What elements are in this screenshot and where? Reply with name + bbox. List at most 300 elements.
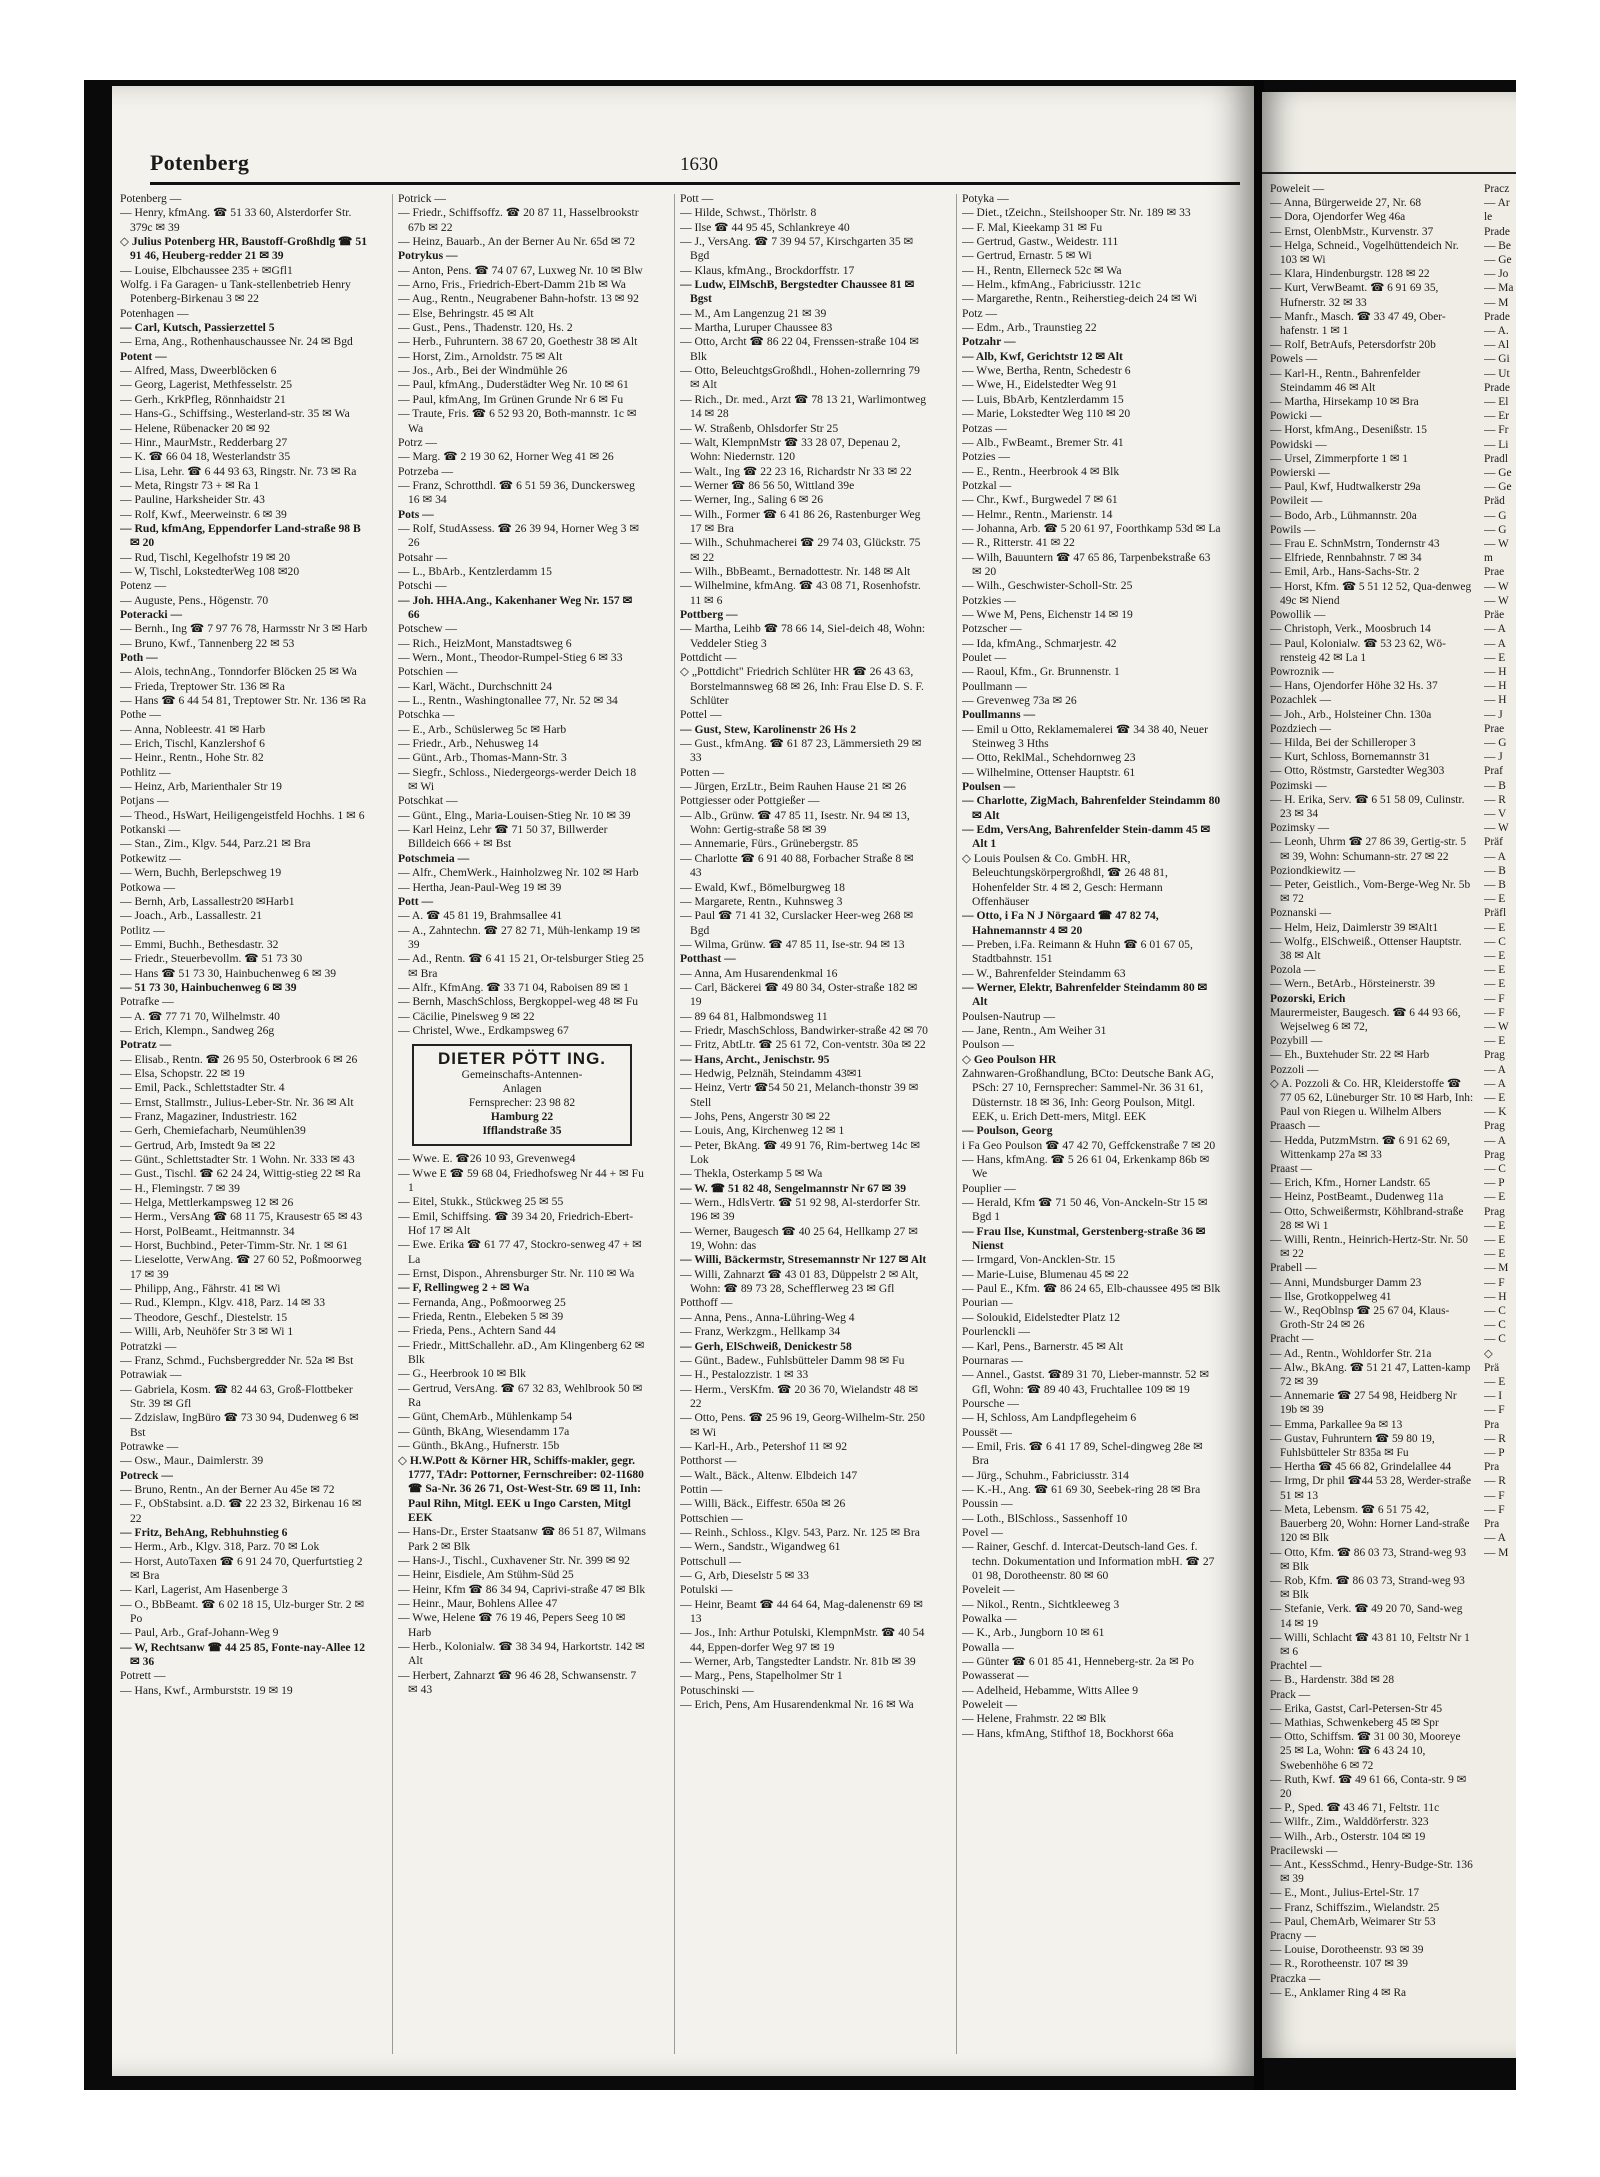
directory-entry: — Friedr., Arb., Nehusweg 14 — [398, 737, 539, 751]
directory-entry: ◇ H.W.Pott & Körner HR, Schiffs-makler, gegr. 1777, TAdr: Pottorner, Fernschreiber: 02-11680 ☎ Sa-Nr. 36 26 71, Ost-West-Str. 69 ✉ 11, Inh: Paul Rihn, Mitgl. EEK u Ingo Carsten, Mitgl EEK — [398, 1453, 644, 1524]
directory-entry: Zahnwaren-Großhandlung, BCto: Deutsche Bank AG, PSch: 27 10, Fernsprecher: Sammel-Nr. 36 31 61, Düsternstr. 18 ✉ 36, Inh: Georg Poulson, Mitgl. EEK, u. Erich Dett-mers, Mitgl. EEK — [962, 1066, 1214, 1123]
directory-entry: — Willi, Schlacht ☎ 43 81 10, Feltstr Nr 1 ✉ 6 — [1270, 1631, 1470, 1658]
directory-entry: — Werner, Elektr, Bahrenfelder Steindamm 80 ✉ Alt — [962, 980, 1208, 1009]
directory-entry: — Marie-Luise, Blumenau 45 ✉ 22 — [962, 1267, 1129, 1281]
directory-entry: Wolfg. i Fa Garagen- u Tank-stellenbetrieb Henry Potenberg-Birkenau 3 ✉ 22 — [120, 278, 351, 306]
directory-entry: — Thekla, Osterkamp 5 ✉ Wa — [680, 1167, 823, 1181]
directory-entry: — Kurt, Schloss, Bornemannstr 31 — [1270, 751, 1431, 764]
directory-entry: — Gerh., KrkPfleg, Rönnhaidstr 21 — [120, 392, 286, 406]
directory-entry: — Carl, Bäckerei ☎ 49 80 34, Oster-straße 182 ✉ 19 — [680, 980, 918, 1009]
directory-entry: Praf — [1484, 765, 1503, 778]
directory-entry: — Friedr, MaschSchloss, Bandwirker-straße 42 ✉ 70 — [680, 1023, 928, 1037]
directory-entry: — K — [1484, 1106, 1507, 1119]
directory-entry: — Gertrud, Ernastr. 5 ✉ Wi — [962, 249, 1092, 263]
directory-entry: — Alfr., KfmAng. ☎ 33 71 04, Raboisen 89 ✉ 1 — [398, 980, 629, 994]
directory-entry: — Gust., Tischl. ☎ 62 24 24, Wittig-stieg 22 ✉ Ra — [120, 1167, 361, 1181]
directory-entry: Pottgiesser oder Pottgießer — — [680, 794, 820, 808]
directory-entry: — Hedda, PutzmMstrn. ☎ 6 91 62 69, Wittenkamp 27a ✉ 33 — [1270, 1134, 1450, 1161]
directory-entry: — Gust, Stew, Karolinenstr 26 Hs 2 — [680, 722, 857, 736]
directory-entry: — Pauline, Harksheider Str. 43 — [120, 493, 265, 507]
directory-entry: — Wern., Mont., Theodor-Rumpel-Stieg 6 ✉ 33 — [398, 651, 623, 664]
directory-entry: m — [1484, 552, 1493, 565]
directory-entry: — Ma — [1484, 282, 1514, 295]
directory-entry: — H — [1484, 694, 1507, 707]
directory-entry: — Wwe, H., Eidelstedter Weg 91 — [962, 378, 1118, 392]
directory-entry: — Wilma, Grünw. ☎ 47 85 11, Ise-str. 94 ✉ 13 — [680, 937, 905, 951]
directory-entry: Powasserat — — [962, 1669, 1029, 1683]
directory-entry: Poullmann — — [962, 679, 1027, 693]
directory-entry: — Willi, Rentn., Heinrich-Hertz-Str. Nr. 50 ✉ 22 — [1270, 1234, 1468, 1261]
directory-entry: Potrick — — [398, 192, 446, 205]
directory-entry: Potzas — — [962, 421, 1007, 435]
directory-entry: — W — [1484, 822, 1509, 835]
directory-entry: Potschew — — [398, 622, 457, 636]
directory-entry: — E — [1484, 893, 1506, 906]
directory-entry: Poullmanns — — [962, 708, 1036, 722]
directory-entry: — Gertrud, Arb, Imstedt 9a ✉ 22 — [120, 1138, 276, 1152]
directory-entry: — Franz, Werkzgm., Hellkamp 34 — [680, 1325, 841, 1339]
directory-entry: — Frieda, Treptower Str. 136 ✉ Ra — [120, 679, 285, 693]
directory-entry: — Erich, Tischl, Kanzlershof 6 — [120, 737, 265, 751]
directory-entry: — Herm., VersKfm. ☎ 20 36 70, Wielandstr 48 ✉ 22 — [680, 1382, 919, 1410]
directory-entry: — Al — [1484, 339, 1509, 352]
directory-entry: — W, Tischl, LokstedterWeg 108 ✉20 — [120, 564, 300, 578]
directory-entry: — Franz, Schrotthdl. ☎ 6 51 59 36, Dunckersweg 16 ✉ 34 — [398, 478, 635, 507]
directory-entry: — Ge — [1484, 481, 1512, 494]
directory-entry: — Heinz, Vertr ☎54 50 21, Melanch-thonstr 39 ✉ Stell — [680, 1081, 919, 1109]
directory-entry: — Walt., Bäck., Altenw. Elbdeich 147 — [680, 1468, 858, 1482]
directory-entry: — G, Arb, Dieselstr 5 ✉ 33 — [680, 1569, 809, 1582]
directory-entry: — Frieda, Pens., Achtern Sand 44 — [398, 1324, 556, 1338]
directory-entry: — Gerh, Chemiefacharb, Neumühlen39 — [120, 1124, 306, 1138]
directory-entry: — Rich., HeizMont, Manstadtsweg 6 — [398, 636, 572, 650]
directory-entry: Praasch — — [1270, 1120, 1320, 1133]
directory-entry: — Herb., Kolonialw. ☎ 38 34 94, Harkortstr. 142 ✉ Alt — [398, 1639, 645, 1668]
directory-entry: — Hans-Dr., Erster Staatsanw ☎ 86 51 87, Wilmans Park 2 ✉ Blk — [398, 1525, 646, 1553]
directory-entry: — A — [1484, 1134, 1506, 1147]
directory-entry: — Heinr., Maur, Bohlens Allee 47 — [398, 1596, 558, 1610]
directory-entry: — Elsa, Schopstr. 22 ✉ 19 — [120, 1066, 245, 1080]
directory-entry: — Heinz, Bauarb., An der Berner Au Nr. 65d ✉ 72 — [398, 235, 636, 249]
directory-entry: — Siegfr., Schloss., Niedergeorgs-werder Deich 18 ✉ Wi — [398, 765, 637, 794]
directory-entry: — Christel, Wwe., Erdkampsweg 67 — [398, 1023, 569, 1037]
directory-entry: — Erich, Kfm., Horner Landstr. 65 — [1270, 1177, 1431, 1190]
directory-entry: — W, Rechtsanw ☎ 44 25 85, Fonte-nay-Allee 12 ✉ 36 — [120, 1640, 366, 1669]
directory-entry: — Horst, Buchbind., Peter-Timm-Str. Nr. 1 ✉ 61 — [120, 1239, 349, 1253]
directory-entry: — Charlotte ☎ 6 91 40 88, Forbacher Straße 8 ✉ 43 — [680, 851, 914, 880]
page-number: 1630 — [680, 154, 718, 175]
directory-column-4 — [962, 192, 1222, 2072]
column-divider — [956, 194, 957, 2054]
directory-entry: — G., Heerbrook 10 ✉ Blk — [398, 1367, 526, 1381]
directory-entry: — Er — [1484, 410, 1509, 423]
directory-entry: — Alb., FwBeamt., Bremer Str. 41 — [962, 435, 1124, 449]
directory-entry: Pourlenckli — — [962, 1325, 1030, 1339]
directory-entry: — Franz, Magaziner, Industriestr. 162 — [120, 1110, 297, 1123]
directory-entry: — Osw., Maur., Daimlerstr. 39 — [120, 1454, 264, 1468]
directory-entry: — Georg, Lagerist, Methfesselstr. 25 — [120, 378, 293, 392]
directory-entry: Pracht — — [1270, 1333, 1314, 1346]
directory-entry: — Gabriela, Kosm. ☎ 82 44 63, Groß-Flottbeker Str. 39 ✉ Gfl — [120, 1382, 353, 1410]
directory-entry: — W., ReqOblnsp ☎ 25 67 04, Klaus-Groth-Str 24 ✉ 26 — [1270, 1305, 1450, 1332]
directory-entry: — Otto, Pens. ☎ 25 96 19, Georg-Wilhelm-Str. 250 ✉ Wi — [680, 1411, 925, 1439]
directory-entry: — C — [1484, 935, 1506, 948]
directory-entry: Potschien — — [398, 665, 458, 679]
directory-entry: Potratz — — [120, 1038, 172, 1052]
directory-entry: Powollik — — [1270, 609, 1326, 622]
directory-entry: Prae — [1484, 722, 1505, 735]
directory-entry: — Raoul, Kfm., Gr. Brunnenstr. 1 — [962, 665, 1120, 679]
ad-line: Gemeinschafts-Antennen- — [461, 1069, 583, 1082]
directory-entry: Potyka — — [962, 192, 1009, 205]
directory-entry: Poveleit — — [962, 1583, 1015, 1597]
directory-entry: — Ad., Rentn. ☎ 6 41 15 21, Or-telsburger Stieg 25 ✉ Bra — [398, 952, 644, 980]
directory-entry: — Li — [1484, 438, 1509, 451]
directory-entry: — H — [1484, 1290, 1507, 1303]
directory-entry: — Jos., Inh: Arthur Potulski, KlempnMstr. ☎ 40 54 44, Eppen-dorfer Weg 97 ✉ 19 — [680, 1626, 925, 1654]
directory-entry: — Wern., HdlsVertr. ☎ 51 92 98, Al-sterdorfer Str. 196 ✉ 39 — [680, 1196, 921, 1224]
directory-entry: — Margarete, Rentn., Kuhnsweg 3 — [680, 894, 843, 908]
directory-entry: — Luis, BbArb, Kentzlerdamm 15 — [962, 392, 1124, 406]
directory-entry: — Gerh, ElSchweiß, Denickestr 58 — [680, 1339, 852, 1353]
directory-entry: — Marie, Lokstedter Weg 110 ✉ 20 — [962, 407, 1131, 421]
directory-entry: Pottin — — [680, 1482, 723, 1496]
directory-entry: Pott — — [398, 894, 434, 908]
directory-entry: — Helm, Heiz, Daimlerstr 39 ✉Alt1 — [1270, 921, 1439, 934]
directory-entry: — Bernh., Ing ☎ 7 97 76 78, Harmsstr Nr 3 ✉ Harb — [120, 622, 368, 636]
directory-entry: Poteracki — — [120, 607, 183, 621]
directory-entry: — Wern., Sandstr., Wigandweg 61 — [680, 1540, 841, 1554]
directory-entry: — M — [1484, 1262, 1509, 1275]
directory-entry: Pra — [1484, 1518, 1500, 1531]
directory-entry: — Annemarie ☎ 27 54 98, Heidberg Nr 19b ✉ 39 — [1270, 1390, 1457, 1417]
page-header-rule — [1262, 172, 1516, 174]
directory-entry: Potzkies — — [962, 593, 1016, 607]
directory-entry: — Willi, Bäckermstr, Stresemannstr Nr 127 ✉ Alt — [680, 1253, 927, 1267]
directory-entry: — W — [1484, 538, 1509, 551]
directory-entry: — Ewe. Erika ☎ 61 77 47, Stockro-senweg 47 + ✉ La — [398, 1238, 642, 1266]
directory-entry: Prä — [1484, 1361, 1500, 1374]
directory-entry: — Wwe M, Pens, Eichenstr 14 ✉ 19 — [962, 607, 1133, 621]
directory-entry: — Alb., Grünw. ☎ 47 85 11, Isestr. Nr. 94 ✉ 13, Wohn: Gertig-straße 58 ✉ 39 — [680, 808, 910, 837]
directory-entry: — Friedr., MittSchallehr. aD., Am Klingenberg 62 ✉ Blk — [398, 1338, 645, 1367]
directory-entry: — K.-H., Ang. ☎ 61 69 30, Seebek-ring 28 ✉ Bra — [962, 1482, 1201, 1496]
directory-entry: — Christoph, Verk., Moosbruch 14 — [1270, 623, 1431, 636]
directory-entry: Potreck — — [120, 1468, 173, 1482]
directory-entry: — F — [1484, 992, 1505, 1005]
directory-entry: — Annemarie, Fürs., Grünebergstr. 85 — [680, 837, 859, 851]
directory-entry: Potlitz — — [120, 923, 165, 937]
directory-entry: Potzscher — — [962, 622, 1022, 636]
directory-entry: — Karl-H., Arb., Petershof 11 ✉ 92 — [680, 1439, 848, 1453]
directory-entry: ◇ — [1484, 1347, 1493, 1360]
directory-entry: Powileit — — [1270, 495, 1323, 508]
directory-entry: — Zdzislaw, IngBüro ☎ 73 30 94, Dudenweg 6 ✉ Bst — [120, 1411, 359, 1439]
directory-entry: — Helm., kfmAng., Fabriciusstr. 121c — [962, 278, 1141, 292]
directory-entry: — 89 64 81, Halbmondsweg 11 — [680, 1009, 828, 1023]
directory-entry: Powroznik — — [1270, 665, 1334, 678]
directory-entry: Poweleit — — [962, 1698, 1018, 1712]
directory-entry: — Johs, Pens, Angerstr 30 ✉ 22 — [680, 1110, 831, 1123]
directory-entry: — Ar — [1484, 197, 1510, 210]
column-divider — [392, 194, 393, 2054]
directory-entry: — Willi, Zahnarzt ☎ 43 01 83, Düppelstr 2 ✉ Alt, Wohn: ☎ 89 73 28, Schefflerweg 23 ✉ Gfl — [680, 1267, 919, 1296]
directory-entry: Potzkal — — [962, 478, 1012, 492]
directory-entry: — Hilde, Schwst., Thörlstr. 8 — [680, 206, 817, 220]
directory-entry: — A — [1484, 1077, 1506, 1090]
directory-entry: — Helene, Rübenacker 20 ✉ 92 — [120, 421, 271, 435]
directory-entry: — Marg., Pens, Stapelholmer Str 1 — [680, 1669, 843, 1683]
directory-entry: — Anna, Am Husarendenkmal 16 — [680, 966, 838, 980]
directory-entry: Pott — — [680, 192, 714, 205]
directory-entry: Potrawiak — — [120, 1368, 182, 1382]
directory-entry: — Eitel, Stukk., Stückweg 25 ✉ 55 — [398, 1195, 564, 1209]
directory-entry: — F — [1484, 1503, 1505, 1516]
directory-entry: Prabell — — [1270, 1262, 1317, 1275]
directory-entry: Potschka — — [398, 708, 455, 722]
directory-entry: — Werner, Baugesch ☎ 40 25 64, Hellkamp 27 ✉ 19, Wohn: das — [680, 1224, 918, 1253]
directory-entry: — Friedr., Steuerbevollm. ☎ 51 73 30 — [120, 952, 303, 966]
directory-entry: — Alb, Kwf, Gerichtstr 12 ✉ Alt — [962, 349, 1123, 363]
directory-entry: — Rich., Dr. med., Arzt ☎ 78 13 21, Warlimontweg 14 ✉ 28 — [680, 392, 927, 421]
directory-entry: — B — [1484, 878, 1506, 891]
directory-entry: — Emil, Arb., Hans-Sachs-Str. 2 — [1270, 566, 1420, 579]
directory-entry: — G — [1484, 523, 1507, 536]
directory-entry: Pracilewski — — [1270, 1844, 1338, 1857]
directory-entry: Maurermeister, Baugesch. ☎ 6 44 93 66, Wejselweg 6 ✉ 72, — [1270, 1006, 1461, 1033]
directory-entry: Powierski — — [1270, 467, 1330, 480]
directory-entry: Prade — [1484, 225, 1510, 238]
directory-entry: — Otto, Röstmstr, Garstedter Weg303 — [1270, 765, 1445, 778]
directory-column-3 — [680, 192, 928, 2072]
directory-entry: — Irmgard, Von-Ancklen-Str. 15 — [962, 1253, 1116, 1267]
directory-entry: — Jürg., Schuhm., Fabriciusstr. 314 — [962, 1468, 1129, 1482]
directory-entry: le — [1484, 211, 1493, 224]
directory-entry: — E — [1484, 949, 1506, 962]
directory-entry: — Heinr., Rentn., Hohe Str. 82 — [120, 751, 264, 765]
directory-entry: — Paul, Kolonialw. ☎ 53 23 62, Wö-rensteig 42 ✉ La 1 — [1270, 637, 1446, 664]
directory-entry: Potrzeba — — [398, 464, 454, 478]
directory-entry: — Werner ☎ 86 56 50, Wittland 39e — [680, 478, 855, 492]
directory-entry: — Ge — [1484, 254, 1512, 267]
directory-entry: Poussët — — [962, 1425, 1012, 1439]
directory-entry: — Anni, Mundsburger Damm 23 — [1270, 1276, 1422, 1289]
directory-entry: Potrawke — — [120, 1439, 179, 1453]
directory-entry: — G — [1484, 736, 1507, 749]
directory-entry: — Rud, Tischl, Kegelhofstr 19 ✉ 20 — [120, 550, 291, 564]
directory-entry: Powalla — — [962, 1640, 1014, 1654]
directory-entry: — Margarethe, Rentn., Reiherstieg-deich 24 ✉ Wi — [962, 292, 1198, 306]
directory-entry: — F., ObStabsint. a.D. ☎ 22 23 32, Birkenau 16 ✉ 22 — [120, 1497, 362, 1525]
directory-entry: — Cäcilie, Pinelsweg 9 ✉ 22 — [398, 1009, 535, 1023]
directory-entry: — Ludw, ElMschB, Bergstedter Chaussee 81 ✉ Bgst — [680, 278, 915, 306]
directory-entry: — Horst, Zim., Arnoldstr. 75 ✉ Alt — [398, 349, 563, 363]
directory-entry: Pozybill — — [1270, 1035, 1323, 1048]
directory-entry: — Herbert, Zahnarzt ☎ 96 46 28, Schwansenstr. 7 ✉ 43 — [398, 1668, 637, 1696]
directory-entry: — Alfred, Mass, Dweerblöcken 6 — [120, 364, 277, 378]
directory-entry: — Alfr., ChemWerk., Hainholzweg Nr. 102 ✉ Harb — [398, 866, 639, 880]
directory-entry: — Hans, kfmAng, Stifthof 18, Bockhorst 66a — [962, 1726, 1174, 1740]
directory-entry: Prae — [1484, 566, 1505, 579]
directory-entry: — Gertrud, VersAng. ☎ 67 32 83, Wehlbrook 50 ✉ Ra — [398, 1381, 643, 1410]
directory-entry: — Franz, Schiffszim., Wielandstr. 25 — [1270, 1901, 1440, 1914]
directory-entry: — Gi — [1484, 353, 1510, 366]
directory-entry: Potuschinski — — [680, 1683, 754, 1697]
directory-entry: — Heinr, Eisdiele, Am Stühm-Süd 25 — [398, 1568, 574, 1582]
directory-entry: — Ernst, Stallmstr., Julius-Leber-Str. Nr. 36 ✉ Alt — [120, 1095, 354, 1109]
directory-entry: — Loth., BlSchloss., Sassenhoff 10 — [962, 1511, 1128, 1525]
directory-entry: Pottberg — — [680, 607, 738, 621]
directory-entry: — Frieda, Rentn., Elebeken 5 ✉ 39 — [398, 1310, 564, 1324]
directory-entry: — Wilhelmine, Ottenser Hauptstr. 61 — [962, 765, 1136, 779]
directory-entry: — E — [1484, 1092, 1506, 1104]
directory-entry: — Wwe E ☎ 59 68 04, Friedhofsweg Nr 44 + ✉ Fu 1 — [398, 1166, 644, 1194]
directory-entry: — O., BbBeamt. ☎ 6 02 18 15, Ulz-burger Str. 2 ✉ Po — [120, 1597, 365, 1626]
directory-entry: — Helene, Frahmstr. 22 ✉ Blk — [962, 1712, 1106, 1726]
directory-entry: — Bruno, Kwf., Tannenberg 22 ✉ 53 — [120, 636, 295, 650]
directory-entry: — Rolf, Kwf., Meerweinstr. 6 ✉ 39 — [120, 507, 287, 521]
directory-entry: Pothe — — [120, 708, 161, 722]
ad-line: Anlagen — [502, 1083, 542, 1096]
directory-entry: — Emil, Schiffsing. ☎ 39 34 20, Friedrich-Ebert-Hof 17 ✉ Alt — [398, 1209, 634, 1237]
directory-page-left — [112, 86, 1254, 2076]
directory-entry: — Rob, Kfm. ☎ 86 03 73, Strand-weg 93 ✉ Blk — [1270, 1574, 1465, 1602]
directory-entry: Poznanski — — [1270, 907, 1332, 920]
directory-entry: — Paul ☎ 71 41 32, Curslacker Heer-weg 268 ✉ Bgd — [680, 909, 914, 937]
ad-phone: Fernsprecher: 23 98 82 — [468, 1097, 576, 1110]
directory-entry: Potthast — — [680, 952, 736, 966]
directory-entry: — Paul, Kwf, Hudtwalkerstr 29a — [1270, 481, 1421, 494]
directory-entry: — F. Mal, Kieekamp 31 ✉ Fu — [962, 220, 1103, 234]
directory-entry: — E — [1484, 1219, 1506, 1232]
directory-entry: — Annel., Gastst. ☎89 31 70, Lieber-mannstr. 52 ✉ Gfl, Wohn: ☎ 89 40 43, Fruchtallee 109 ✉ 19 — [962, 1368, 1210, 1396]
directory-entry: — Elisab., Rentn. ☎ 26 95 50, Osterbrook 6 ✉ 26 — [120, 1052, 358, 1066]
directory-entry: — Rolf, StudAssess. ☎ 26 39 94, Horner Weg 3 ✉ 26 — [398, 521, 640, 550]
directory-entry: — H — [1484, 680, 1507, 693]
directory-entry: — Ilse ☎ 44 95 45, Schlankreye 40 — [680, 220, 850, 234]
directory-entry: — Anna, Bürgerweide 27, Nr. 68 — [1270, 197, 1422, 210]
directory-entry: — H. Erika, Serv. ☎ 6 51 58 09, Culinstr. 23 ✉ 34 — [1270, 793, 1465, 820]
directory-entry: — Anna, Nobleestr. 41 ✉ Harb — [120, 722, 266, 736]
directory-entry: — A — [1484, 623, 1506, 636]
directory-entry: — Meta, Lebensm. ☎ 6 51 75 42, Bauerberg 20, Wohn: Horner Land-straße 120 ✉ Blk — [1270, 1503, 1470, 1545]
directory-entry: — Edm, VersAng, Bahrenfelder Stein-damm 45 ✉ Alt 1 — [962, 823, 1211, 851]
directory-entry: — Willi, Arb, Neuhöfer Str 3 ✉ Wi 1 — [120, 1325, 294, 1339]
directory-entry: — 51 73 30, Hainbuchenweg 6 ✉ 39 — [120, 980, 297, 994]
directory-entry: — Günt., Badew., Fuhlsbütteler Damm 98 ✉ Fu — [680, 1353, 905, 1367]
directory-entry: ◇ Geo Poulson HR — [962, 1052, 1057, 1066]
directory-entry: — Otto, Kfm. ☎ 86 03 73, Strand-weg 93 ✉ Blk — [1270, 1546, 1467, 1573]
directory-entry: — E — [1484, 1234, 1506, 1247]
directory-entry: — Horst, AutoTaxen ☎ 6 91 24 70, Querfurtstieg 2 ✉ Bra — [120, 1554, 363, 1582]
directory-entry: Pouplier — — [962, 1181, 1016, 1195]
directory-entry: Prade — [1484, 381, 1510, 394]
directory-entry: — R — [1484, 1432, 1506, 1445]
directory-entry: — Wilh., Schuhmacherei ☎ 29 74 03, Glückstr. 75 ✉ 22 — [680, 536, 921, 564]
directory-entry: — Wilhelmine, kfmAng. ☎ 43 08 71, Rosenhofstr. 11 ✉ 6 — [680, 579, 921, 607]
directory-entry: Potten — — [680, 765, 725, 779]
directory-entry: — Mathias, Schwenkeberg 45 ✉ Spr — [1270, 1716, 1439, 1729]
directory-entry: Pozorski, Erich — [1270, 992, 1346, 1005]
directory-entry: — A. — [1484, 325, 1509, 338]
directory-entry: — Günt., Arb., Thomas-Mann-Str. 3 — [398, 751, 567, 765]
directory-entry: — Helmr., Rentn., Marienstr. 14 — [962, 507, 1113, 521]
directory-entry: — K. ☎ 66 04 18, Westerlandstr 35 — [120, 450, 291, 464]
directory-entry: — Frau Ilse, Kunstmal, Gerstenberg-straße 36 ✉ Nienst — [962, 1224, 1206, 1253]
directory-entry: — Wilh., BbBeamt., Bernadottestr. Nr. 148 ✉ Alt — [680, 564, 911, 578]
directory-entry: Pozimski — — [1270, 779, 1327, 792]
directory-entry: — Karl, Pens., Barnerstr. 45 ✉ Alt — [962, 1339, 1124, 1353]
directory-entry: — Horst, kfmAng., Desenißstr. 15 — [1270, 424, 1427, 437]
directory-entry: — Soloukid, Eidelstedter Platz 12 — [962, 1310, 1121, 1324]
directory-entry: — Günth, BkAng, Wiesendamm 17a — [398, 1424, 570, 1438]
directory-entry: — Otto, ReklMal., Schehdornweg 23 — [962, 751, 1136, 765]
directory-entry: Poussin — — [962, 1497, 1013, 1511]
directory-entry: — E — [1484, 964, 1506, 977]
directory-entry: — Ut — [1484, 367, 1510, 380]
directory-entry: — Hans, Archt., Jenischstr. 95 — [680, 1052, 830, 1066]
directory-entry: — Herm., Arb., Klgv. 318, Parz. 70 ✉ Lok — [120, 1540, 320, 1554]
directory-entry: — Gertrud, Gastw., Weidestr. 111 — [962, 235, 1119, 249]
directory-entry: Präe — [1484, 609, 1505, 622]
directory-entry: Powalka — — [962, 1612, 1017, 1626]
directory-entry: — Karl, Lagerist, Am Hasenberge 3 — [120, 1583, 288, 1597]
directory-entry: — H., Rentn, Ellerneck 52c ✉ Wa — [962, 263, 1122, 277]
directory-entry: — P., Sped. ☎ 43 46 71, Feltstr. 11c — [1270, 1802, 1440, 1815]
directory-entry: — Willi, Bäck., Eiffestr. 650a ✉ 26 — [680, 1497, 846, 1511]
directory-entry: — F, Rellingweg 2 + ✉ Wa — [398, 1281, 530, 1295]
directory-entry: — Heinr, Beamt ☎ 44 64 64, Mag-dalenenstr 69 ✉ 13 — [680, 1597, 923, 1626]
directory-entry: — Hans, Ojendorfer Höhe 32 Hs. 37 — [1270, 680, 1438, 693]
directory-entry: Prade — [1484, 310, 1510, 323]
directory-entry: Potenberg — — [120, 192, 182, 205]
directory-entry: — El — [1484, 396, 1509, 409]
directory-entry: Pottel — — [680, 708, 722, 722]
directory-entry: — Karl-H., Rentn., Bahrenfelder Steindamm 46 ✉ Alt — [1270, 367, 1421, 394]
directory-entry: — P — [1484, 1447, 1505, 1460]
directory-entry: Pozachlek — — [1270, 694, 1332, 707]
directory-entry: — R., Ritterstr. 41 ✉ 22 — [962, 536, 1075, 550]
directory-entry: Pottschull — — [680, 1554, 741, 1568]
directory-entry: Potschmeia — — [398, 851, 470, 865]
directory-entry: Prag — [1484, 1120, 1505, 1133]
directory-entry: — Hilda, Bei der Schilleroper 3 — [1270, 736, 1416, 749]
directory-entry: — Preben, i.Fa. Reimann & Huhn ☎ 6 01 67 05, Stadtbahnstr. 151 — [962, 937, 1193, 966]
directory-entry: — Hans, kfmAng. ☎ 5 26 61 04, Erkenkamp 86b ✉ We — [962, 1153, 1210, 1181]
directory-entry: — Peter, Geistlich., Vom-Berge-Weg Nr. 5b ✉ 72 — [1270, 878, 1471, 906]
directory-entry: — Gustav, Fuhruntern ☎ 59 80 19, Fuhlsbütteler Str 835a ✉ Fu — [1270, 1432, 1435, 1460]
directory-entry: — M — [1484, 296, 1509, 309]
directory-entry: — J — [1484, 751, 1503, 764]
directory-entry: — Auguste, Pens., Högenstr. 70 — [120, 593, 269, 607]
column-divider — [674, 194, 675, 2054]
directory-entry: — Otto, i Fa N J Nörgaard ☎ 47 82 74, Hahnemannstr 4 ✉ 20 — [962, 909, 1159, 937]
directory-entry: — H, Schloss, Am Landpflegeheim 6 — [962, 1411, 1137, 1425]
directory-entry: — Ernst, Dispon., Ahrensburger Str. Nr. 110 ✉ Wa — [398, 1267, 635, 1281]
directory-entry: — Wilfr., Zim., Walddörferstr. 323 — [1270, 1816, 1429, 1829]
directory-entry: — Emma, Parkallee 9a ✉ 13 — [1270, 1418, 1403, 1431]
directory-entry: — E — [1484, 1191, 1506, 1204]
directory-entry: — W., Bahrenfelder Steindamm 63 — [962, 966, 1126, 980]
directory-entry: — Wwe, Helene ☎ 76 19 46, Pepers Seeg 10 ✉ Harb — [398, 1611, 626, 1639]
directory-entry: — Diet., tZeichn., Steilshooper Str. Nr. 189 ✉ 33 — [962, 206, 1191, 220]
directory-entry: ◇ „Pottdicht" Friedrich Schlüter HR ☎ 26 43 63, Borstelmannsweg 68 ✉ 26, Inh: Frau Else D. S. F. Schlüter — [680, 665, 924, 708]
directory-entry: — Friedr., Schiffsoffz. ☎ 20 87 11, Hasselbrookstr 67b ✉ 22 — [398, 206, 639, 234]
directory-entry: Poulsen — — [962, 780, 1016, 794]
directory-entry: — Bruno, Rentn., An der Berner Au 45e ✉ 72 — [120, 1482, 335, 1496]
directory-entry: — Ernst, OlenbMstr., Kurvenstr. 37 — [1270, 225, 1434, 238]
directory-entry: Potrykus — — [398, 249, 458, 263]
